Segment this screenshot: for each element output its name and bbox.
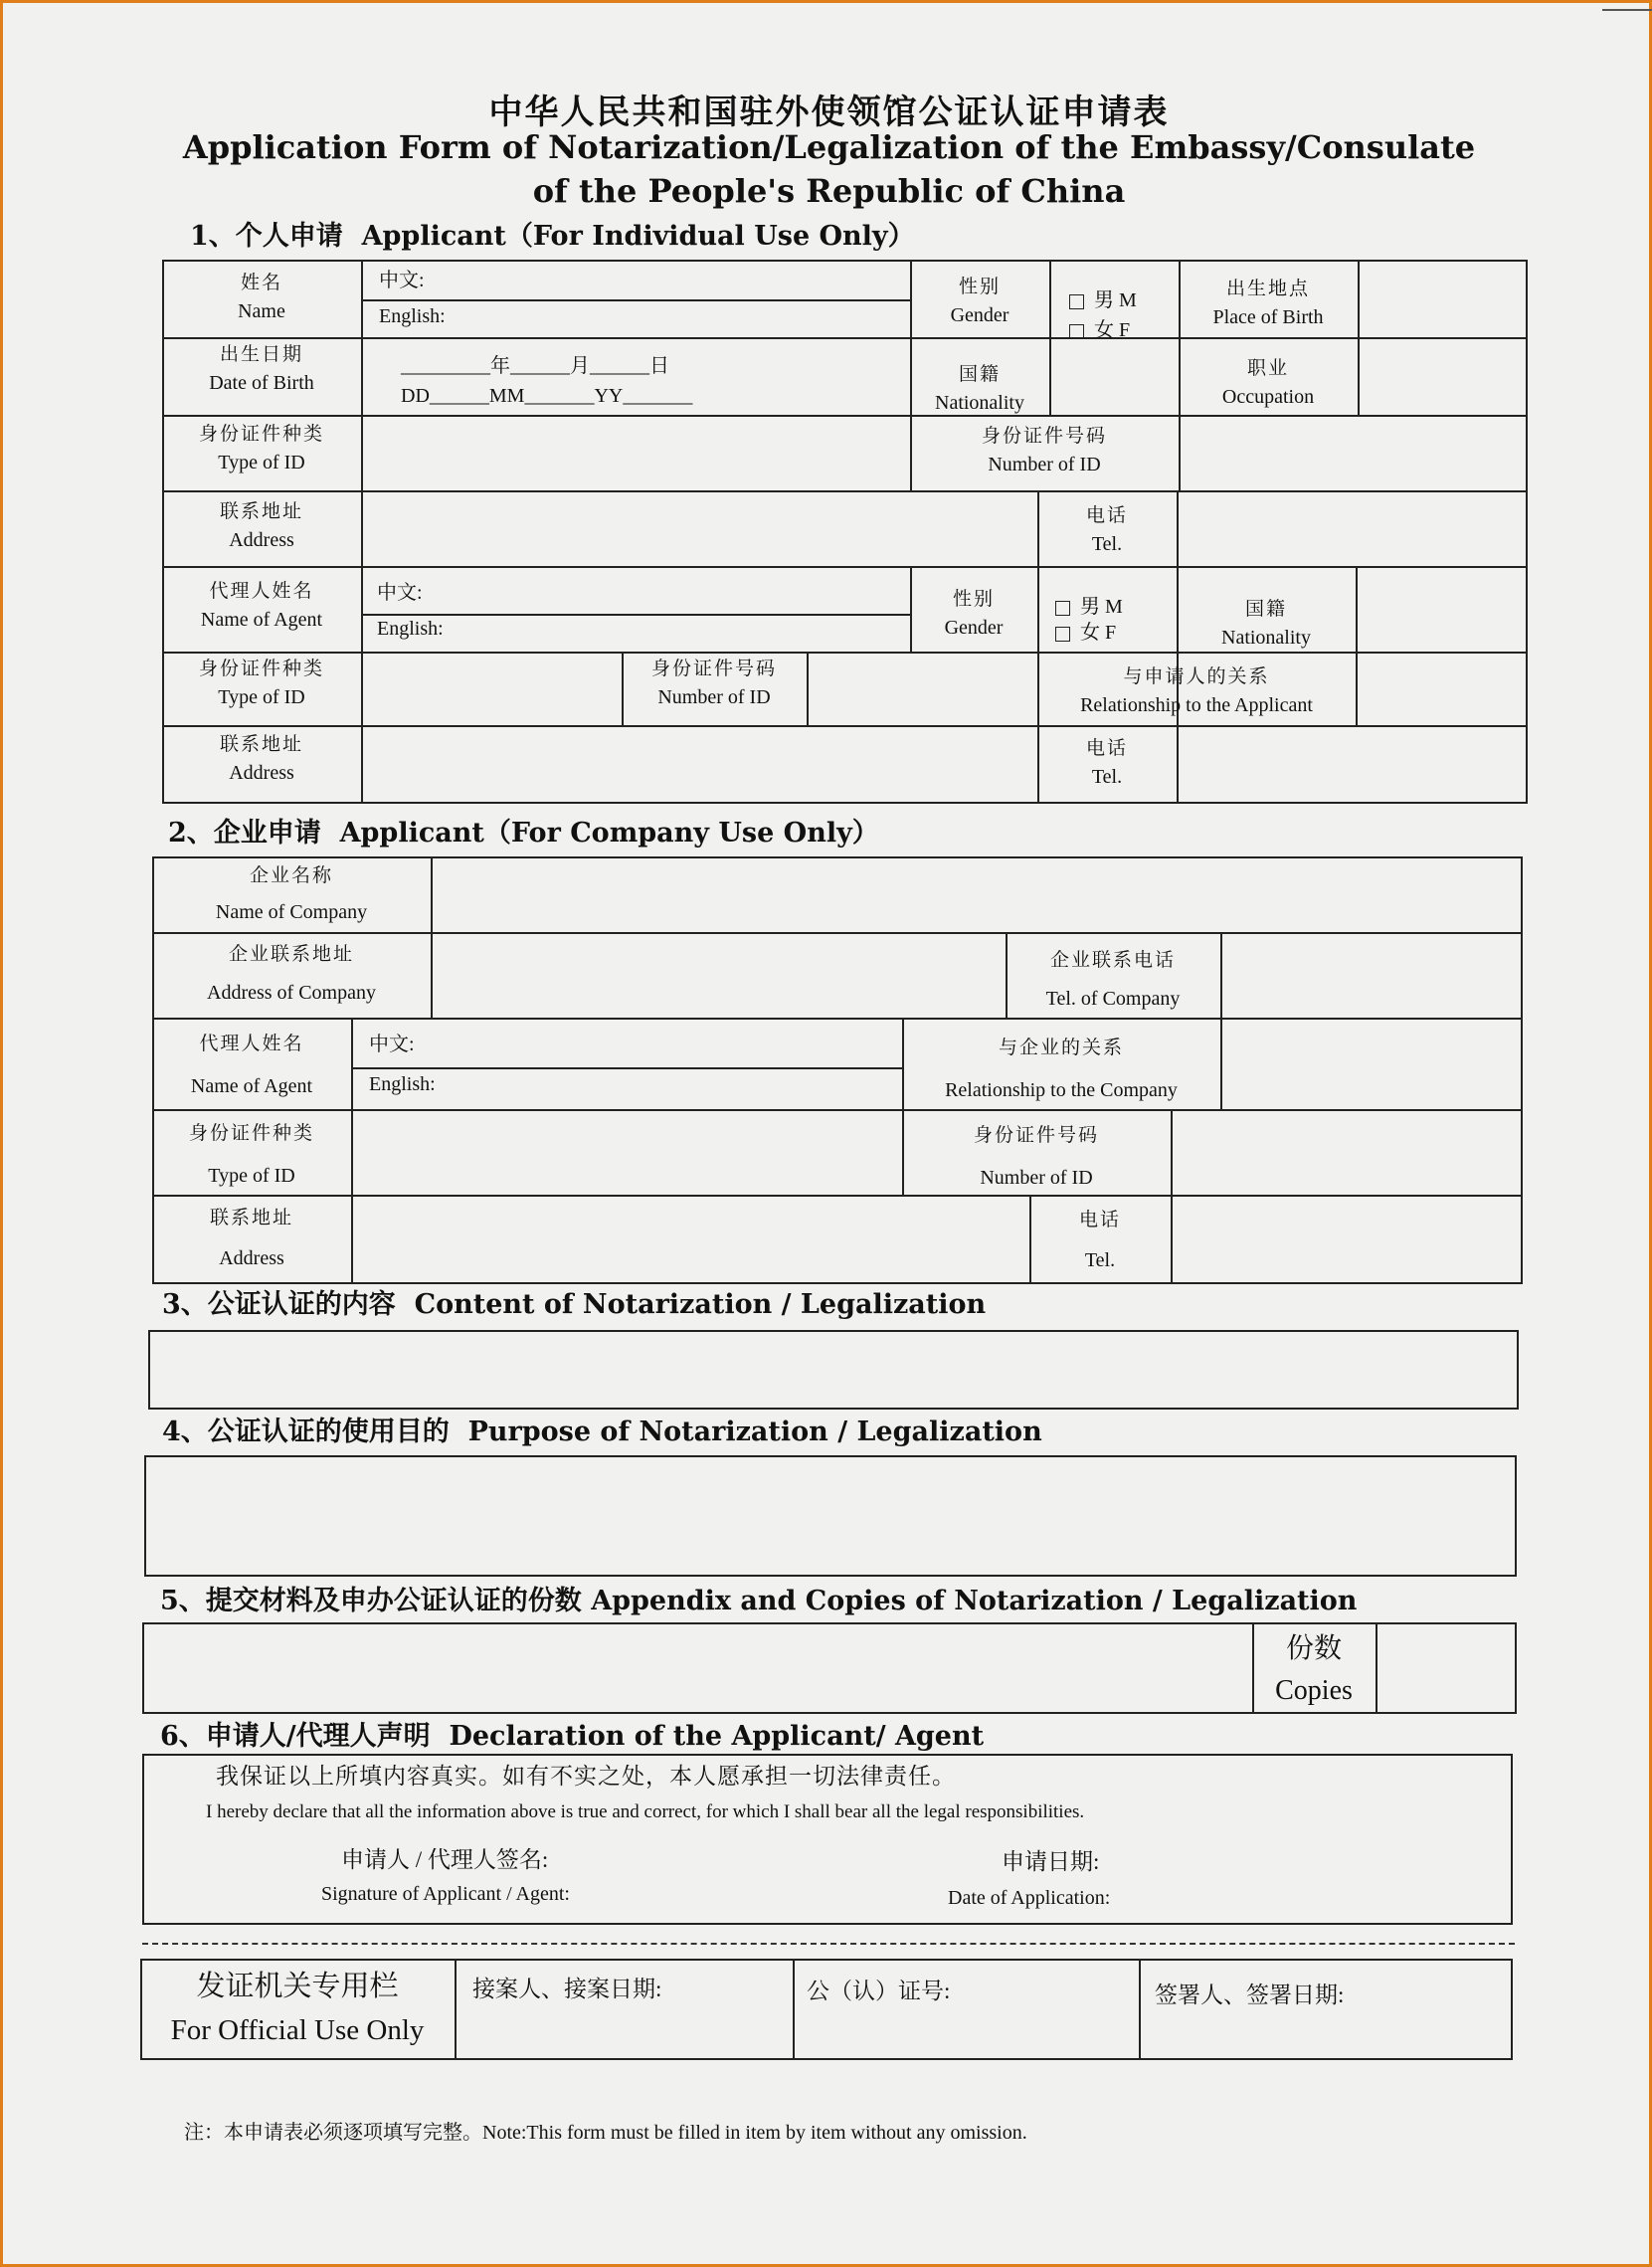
agent-address-label (162, 731, 361, 787)
agent-name-label-en: Name of Agent (200, 609, 323, 631)
agent-english-field[interactable]: English: (377, 618, 444, 640)
female-label: 女 F (1094, 319, 1131, 341)
section-2-heading-zh: 2、企业申请 (168, 818, 321, 849)
company-contact-address-label-en: Address (219, 1247, 284, 1269)
agent-female-checkbox[interactable] (1055, 627, 1070, 642)
company-address-label-en: Address of Company (207, 982, 376, 1004)
relationship-company-label (902, 1028, 1220, 1111)
agent-id-type-label-en: Type of ID (218, 686, 305, 708)
agent-id-type-label-zh: 身份证件种类 (198, 659, 324, 679)
relationship-company-label-en: Relationship to the Company (945, 1079, 1178, 1101)
section-1-heading-en: Applicant（For Individual Use Only） (361, 221, 915, 252)
company-contact-tel-label (1029, 1201, 1171, 1280)
relationship-applicant-label-en: Relationship to the Applicant (1080, 694, 1313, 716)
company-address-label (152, 936, 431, 1012)
section-3-heading (162, 1282, 986, 1321)
male-checkbox[interactable] (1069, 294, 1084, 309)
section-5-heading-zh: 5、提交材料及申办公证认证的份数 (160, 1586, 582, 1616)
signature-label-zh: 申请人 / 代理人签名: (341, 1847, 549, 1872)
agent-name-label-zh: 代理人姓名 (209, 581, 314, 602)
dob-label (162, 341, 361, 397)
agent-name-label (162, 578, 361, 634)
name-chinese-field[interactable]: 中文: (379, 270, 425, 291)
agent-address-label-zh: 联系地址 (219, 734, 303, 755)
agent-id-type-label (162, 656, 361, 711)
scan-mark (1602, 9, 1652, 11)
company-address-label-zh: 企业联系地址 (228, 944, 354, 965)
company-id-type-label-en: Type of ID (208, 1165, 295, 1187)
nationality-label-en: Nationality (935, 392, 1024, 414)
agent-gender-male-option[interactable] (1055, 590, 1123, 619)
company-contact-tel-label-en: Tel. (1084, 1249, 1116, 1271)
agent-id-number-label-en: Number of ID (657, 686, 771, 708)
section-5-heading-en: Appendix and Copies of Notarization / Legalization (591, 1586, 1358, 1616)
section-4-heading-zh: 4、公证认证的使用目的 (162, 1417, 450, 1447)
nationality-label-zh: 国籍 (958, 364, 1001, 385)
section-2-heading-en: Applicant（For Company Use Only） (339, 818, 879, 849)
company-id-number-label-zh: 身份证件号码 (973, 1125, 1099, 1146)
agent-gender-label-zh: 性别 (952, 589, 995, 610)
gender-label-zh: 性别 (958, 277, 1001, 297)
section-3-heading-zh: 3、公证认证的内容 (162, 1289, 396, 1320)
agent-tel-label-zh: 电话 (1085, 738, 1128, 759)
male-label: 男 M (1094, 289, 1137, 311)
pob-label-zh: 出生地点 (1225, 279, 1310, 299)
name-label-en: Name (238, 300, 285, 322)
title-english-line2: of the People's Republic of China (532, 172, 1126, 210)
declaration-zh: 我保证以上所填内容真实。如有不实之处，本人愿承担一切法律责任。 (216, 1764, 956, 1789)
purpose-box[interactable] (144, 1455, 1517, 1577)
section-2-heading (168, 811, 879, 850)
agent-address-label-en: Address (229, 762, 294, 784)
place-of-birth-label (1179, 276, 1358, 331)
company-name-label-en: Name of Company (215, 901, 368, 923)
footnote: 注：本申请表必须逐项填写完整。Note:This form must be filled in item by item without any omission. (184, 2122, 1027, 2144)
declaration-en: I hereby declare that all the information above is true and correct, for which I shall bear all the legal responsibilities. (206, 1801, 1085, 1822)
company-id-number-label-en: Number of ID (980, 1167, 1093, 1189)
company-contact-address-label-zh: 联系地址 (209, 1208, 293, 1228)
dob-field-en[interactable]: DD______MM_______YY_______ (401, 385, 693, 407)
title-english-line1: Application Form of Notarization/Legalization of the Embassy/Consulate (182, 128, 1476, 166)
agent-gender-label-en: Gender (944, 617, 1004, 639)
occupation-label-zh: 职业 (1246, 358, 1289, 379)
section-5-heading (160, 1579, 1357, 1617)
agent-tel-label-en: Tel. (1091, 766, 1123, 788)
company-contact-address-label (152, 1199, 351, 1278)
gender-male-option[interactable] (1069, 283, 1137, 312)
agent-nationality-label (1177, 596, 1356, 652)
section-1-heading (190, 214, 915, 253)
company-contact-tel-label-zh: 电话 (1078, 1210, 1121, 1230)
agent-male-label: 男 M (1080, 596, 1123, 618)
official-use-label-zh: 发证机关专用栏 (196, 1971, 399, 2002)
section-3-heading-en: Content of Notarization / Legalization (414, 1289, 987, 1320)
dob-label-zh: 出生日期 (219, 344, 303, 365)
dob-label-en: Date of Birth (209, 372, 314, 394)
signature-label-en: Signature of Applicant / Agent: (321, 1883, 570, 1905)
company-agent-label (152, 1024, 351, 1107)
id-number-label-zh: 身份证件号码 (981, 426, 1107, 447)
female-checkbox[interactable] (1069, 324, 1084, 339)
receiver-label: 接案人、接案日期: (472, 1977, 662, 2001)
content-box[interactable] (148, 1330, 1519, 1410)
tel-label-zh: 电话 (1085, 505, 1128, 526)
individual-table (162, 260, 1528, 804)
section-1-heading-zh: 1、个人申请 (190, 221, 343, 252)
agent-id-number-label-zh: 身份证件号码 (650, 659, 777, 679)
id-type-label-zh: 身份证件种类 (198, 424, 324, 445)
company-name-label-zh: 企业名称 (249, 865, 333, 886)
agent-nationality-label-zh: 国籍 (1244, 599, 1287, 620)
company-id-type-label-zh: 身份证件种类 (188, 1123, 314, 1144)
date-label-en: Date of Application: (948, 1887, 1111, 1909)
company-agent-label-en: Name of Agent (190, 1075, 313, 1097)
title-chinese: 中华人民共和国驻外使领馆公证认证申请表 (488, 93, 1170, 132)
agent-chinese-field[interactable]: 中文: (377, 582, 423, 604)
relationship-applicant-label (1037, 663, 1356, 719)
gender-label (910, 274, 1049, 329)
id-number-label-en: Number of ID (988, 454, 1101, 475)
company-id-type-label (152, 1113, 351, 1197)
section-6-heading-zh: 6、申请人/代理人声明 (160, 1721, 431, 1752)
company-name-label (152, 858, 431, 930)
agent-tel-label (1037, 735, 1177, 791)
agent-gender-label (910, 586, 1037, 642)
relationship-company-label-zh: 与企业的关系 (998, 1038, 1124, 1058)
address-label-en: Address (229, 529, 294, 551)
address-label-zh: 联系地址 (219, 501, 303, 522)
section-6-heading (160, 1714, 984, 1753)
company-agent-english-field[interactable]: English: (369, 1073, 436, 1095)
agent-nationality-label-en: Nationality (1221, 627, 1311, 649)
occupation-label (1179, 355, 1358, 411)
agent-gender-female-option[interactable] (1055, 616, 1116, 645)
occupation-label-en: Occupation (1221, 386, 1315, 408)
official-use-label (140, 1965, 455, 2052)
signer-label: 签署人、签署日期: (1155, 1983, 1345, 2007)
agent-male-checkbox[interactable] (1055, 601, 1070, 616)
copies-label-zh: 份数 (1285, 1633, 1342, 1664)
official-use-label-en: For Official Use Only (170, 2014, 425, 2046)
copies-label (1252, 1628, 1376, 1712)
company-id-number-label (902, 1115, 1171, 1199)
tel-label (1037, 502, 1177, 558)
id-number-label (910, 423, 1179, 478)
section-6-heading-en: Declaration of the Applicant/ Agent (449, 1721, 985, 1752)
pob-label-en: Place of Birth (1212, 306, 1324, 328)
gender-female-option[interactable] (1069, 313, 1130, 342)
section-4-heading (162, 1410, 1042, 1448)
date-label-zh: 申请日期: (1002, 1849, 1100, 1874)
id-type-label-en: Type of ID (218, 452, 305, 473)
id-type-label (162, 421, 361, 476)
name-label (162, 270, 361, 325)
agent-id-number-label (622, 656, 807, 711)
company-tel-label-zh: 企业联系电话 (1049, 950, 1176, 971)
agent-female-label: 女 F (1080, 622, 1117, 644)
company-tel-label-en: Tel. of Company (1045, 988, 1181, 1010)
cut-line-divider (142, 1943, 1515, 1945)
nationality-label (910, 361, 1049, 417)
section-4-heading-en: Purpose of Notarization / Legalization (467, 1417, 1042, 1447)
gender-label-en: Gender (950, 304, 1010, 326)
certificate-number-label: 公（认）证号: (807, 1979, 951, 2003)
company-agent-label-zh: 代理人姓名 (199, 1034, 304, 1054)
company-tel-label (1006, 942, 1220, 1018)
dob-field-zh[interactable]: _________年______月______日 (401, 355, 669, 377)
copies-label-en: Copies (1275, 1675, 1353, 1706)
tel-label-en: Tel. (1091, 533, 1123, 555)
name-label-zh: 姓名 (240, 273, 282, 293)
address-label (162, 498, 361, 554)
company-agent-chinese-field[interactable]: 中文: (369, 1034, 415, 1055)
relationship-applicant-label-zh: 与申请人的关系 (1123, 666, 1270, 687)
name-english-field[interactable]: English: (379, 305, 446, 327)
